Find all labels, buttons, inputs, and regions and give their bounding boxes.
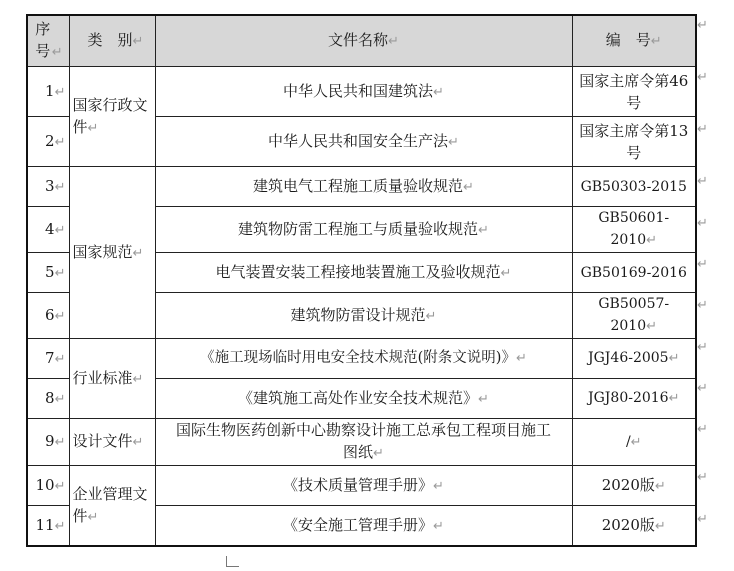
row-doc-name: 《施工现场临时用电安全技术规范(附条文说明)》↵ xyxy=(155,339,572,379)
row-code: JGJ46-2005↵ xyxy=(572,339,696,379)
row-end-mark: ↵ xyxy=(697,257,708,272)
row-code: GB50601-2010↵ xyxy=(572,207,696,253)
header-row xyxy=(27,15,696,67)
table-row xyxy=(27,67,696,117)
row-seq: 6↵ xyxy=(27,293,69,339)
category-cell: 企业管理文件↵ xyxy=(69,466,155,547)
row-end-mark: ↵ xyxy=(697,174,708,189)
row-code: GB50057-2010↵ xyxy=(572,293,696,339)
document-table xyxy=(26,14,697,547)
paragraph-end-marker xyxy=(226,556,239,567)
row-doc-name: 中华人民共和国建筑法↵ xyxy=(155,67,572,117)
row-seq: 5↵ xyxy=(27,253,69,293)
header-category: 类 别↵ xyxy=(69,15,155,67)
header-code: 编 号↵ xyxy=(572,15,696,67)
row-seq: 4↵ xyxy=(27,207,69,253)
row-code: /↵ xyxy=(572,419,696,466)
row-code: 2020版↵ xyxy=(572,506,696,547)
row-doc-name: 中华人民共和国安全生产法↵ xyxy=(155,117,572,167)
row-end-mark: ↵ xyxy=(697,512,708,527)
table-row xyxy=(27,339,696,379)
row-doc-name: 国际生物医药创新中心勘察设计施工总承包工程项目施工图纸↵ xyxy=(155,419,572,466)
row-seq: 8↵ xyxy=(27,379,69,419)
row-doc-name: 《技术质量管理手册》↵ xyxy=(155,466,572,506)
category-cell: 设计文件↵ xyxy=(69,419,155,466)
table-row xyxy=(27,419,696,466)
row-seq: 1↵ xyxy=(27,67,69,117)
row-end-mark: ↵ xyxy=(697,340,708,355)
row-code: 2020版↵ xyxy=(572,466,696,506)
row-doc-name: 《安全施工管理手册》↵ xyxy=(155,506,572,547)
row-doc-name: 《建筑施工高处作业安全技术规范》↵ xyxy=(155,379,572,419)
row-doc-name: 建筑物防雷工程施工与质量验收规范↵ xyxy=(155,207,572,253)
row-end-mark: ↵ xyxy=(697,298,708,313)
row-seq: 3↵ xyxy=(27,167,69,207)
row-code: GB50169-2016 xyxy=(572,253,696,293)
row-code: 国家主席令第13号 xyxy=(572,117,696,167)
row-end-mark: ↵ xyxy=(697,18,708,33)
row-seq: 9↵ xyxy=(27,419,69,466)
row-doc-name: 建筑物防雷设计规范↵ xyxy=(155,293,572,339)
row-seq: 11↵ xyxy=(27,506,69,547)
row-end-mark: ↵ xyxy=(697,381,708,396)
table-row xyxy=(27,466,696,506)
table-row xyxy=(27,167,696,207)
row-end-mark: ↵ xyxy=(697,70,708,85)
header-doc-name: 文件名称↵ xyxy=(155,15,572,67)
row-doc-name: 电气装置安装工程接地装置施工及验收规范↵ xyxy=(155,253,572,293)
row-code: JGJ80-2016↵ xyxy=(572,379,696,419)
row-seq: 10↵ xyxy=(27,466,69,506)
row-end-mark: ↵ xyxy=(697,470,708,485)
row-code: 国家主席令第46号 xyxy=(572,67,696,117)
row-end-mark: ↵ xyxy=(697,122,708,137)
row-seq: 2↵ xyxy=(27,117,69,167)
row-end-mark: ↵ xyxy=(697,216,708,231)
row-doc-name: 建筑电气工程施工质量验收规范↵ xyxy=(155,167,572,207)
row-end-mark: ↵ xyxy=(697,422,708,437)
category-cell: 国家规范↵ xyxy=(69,167,155,339)
header-seq: 序号 ↵ xyxy=(27,15,69,67)
row-code: GB50303-2015 xyxy=(572,167,696,207)
row-seq: 7↵ xyxy=(27,339,69,379)
category-cell: 国家行政文件↵ xyxy=(69,67,155,167)
category-cell: 行业标准↵ xyxy=(69,339,155,419)
